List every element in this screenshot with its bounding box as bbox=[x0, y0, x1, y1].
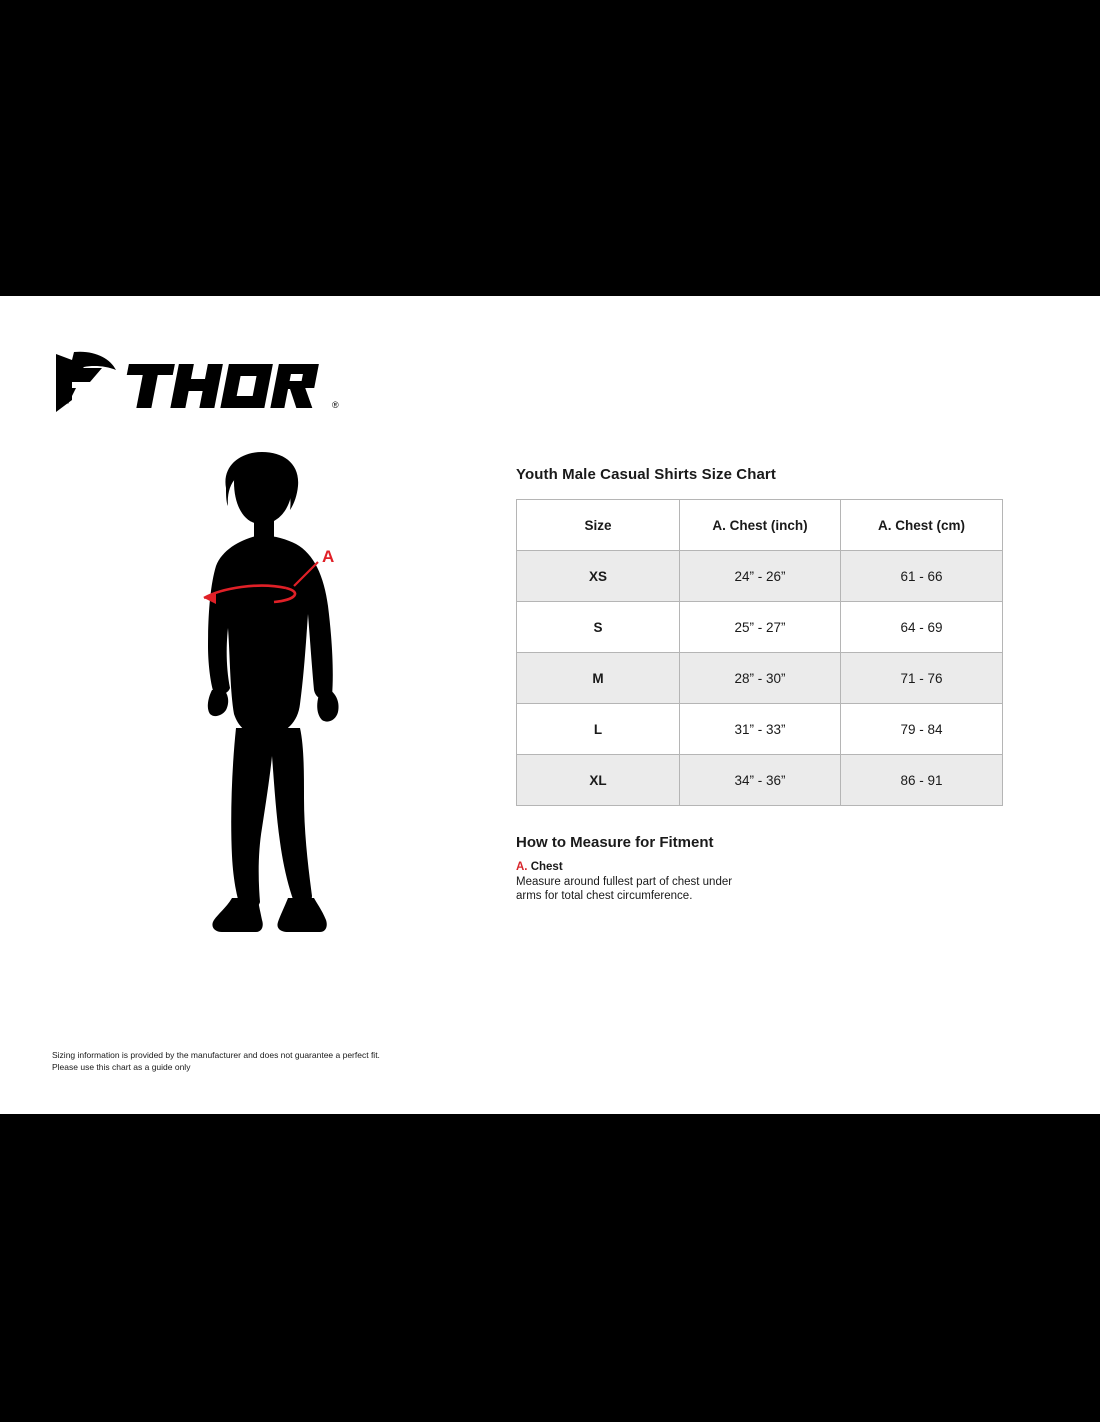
measure-item-name: Chest bbox=[530, 861, 563, 873]
column-header-chest-inch: A. Chest (inch) bbox=[680, 500, 841, 551]
size-chart-panel bbox=[516, 466, 1016, 910]
measure-item-description: Measure around fullest part of chest under arms for total chest circumference. bbox=[516, 876, 733, 903]
size-chart-table bbox=[516, 499, 1003, 806]
table-row bbox=[517, 704, 1003, 755]
cell-size: XS bbox=[517, 551, 680, 602]
cell-chest-inch: 31” - 33” bbox=[680, 704, 841, 755]
thor-logo bbox=[50, 348, 350, 418]
measure-item-chest bbox=[516, 861, 1016, 904]
table-row bbox=[517, 602, 1003, 653]
body-silhouette-figure bbox=[170, 446, 470, 946]
table-header-row bbox=[517, 500, 1003, 551]
cell-chest-inch: 25” - 27” bbox=[680, 602, 841, 653]
disclaimer-line-2: Please use this chart as a guide only bbox=[52, 1062, 191, 1073]
chest-callout-label: A bbox=[322, 547, 335, 566]
size-chart-page bbox=[0, 296, 1100, 1114]
cell-chest-inch: 24” - 26” bbox=[680, 551, 841, 602]
cell-size: XL bbox=[517, 755, 680, 806]
thor-helmet-icon bbox=[56, 352, 116, 412]
thor-wordmark bbox=[120, 364, 321, 408]
measure-item-letter: A. bbox=[516, 861, 528, 873]
chart-title: Youth Male Casual Shirts Size Chart bbox=[516, 466, 776, 483]
cell-chest-cm: 71 - 76 bbox=[841, 653, 1003, 704]
table-row bbox=[517, 755, 1003, 806]
cell-size: S bbox=[517, 602, 680, 653]
column-header-chest-cm: A. Chest (cm) bbox=[841, 500, 1003, 551]
cell-size: L bbox=[517, 704, 680, 755]
trademark-symbol: ® bbox=[332, 400, 339, 410]
cell-chest-cm: 64 - 69 bbox=[841, 602, 1003, 653]
disclaimer-line-1: Sizing information is provided by the manufacturer and does not guarantee a perfect fit. bbox=[52, 1050, 380, 1060]
cell-chest-inch: 28” - 30” bbox=[680, 653, 841, 704]
disclaimer bbox=[52, 1049, 552, 1074]
table-row bbox=[517, 653, 1003, 704]
youth-silhouette bbox=[208, 452, 339, 932]
cell-size: M bbox=[517, 653, 680, 704]
cell-chest-inch: 34” - 36” bbox=[680, 755, 841, 806]
column-header-size: Size bbox=[517, 500, 680, 551]
cell-chest-cm: 86 - 91 bbox=[841, 755, 1003, 806]
table-row bbox=[517, 551, 1003, 602]
how-to-measure-heading: How to Measure for Fitment bbox=[516, 834, 714, 851]
cell-chest-cm: 61 - 66 bbox=[841, 551, 1003, 602]
measure-item-label bbox=[516, 861, 1016, 873]
cell-chest-cm: 79 - 84 bbox=[841, 704, 1003, 755]
